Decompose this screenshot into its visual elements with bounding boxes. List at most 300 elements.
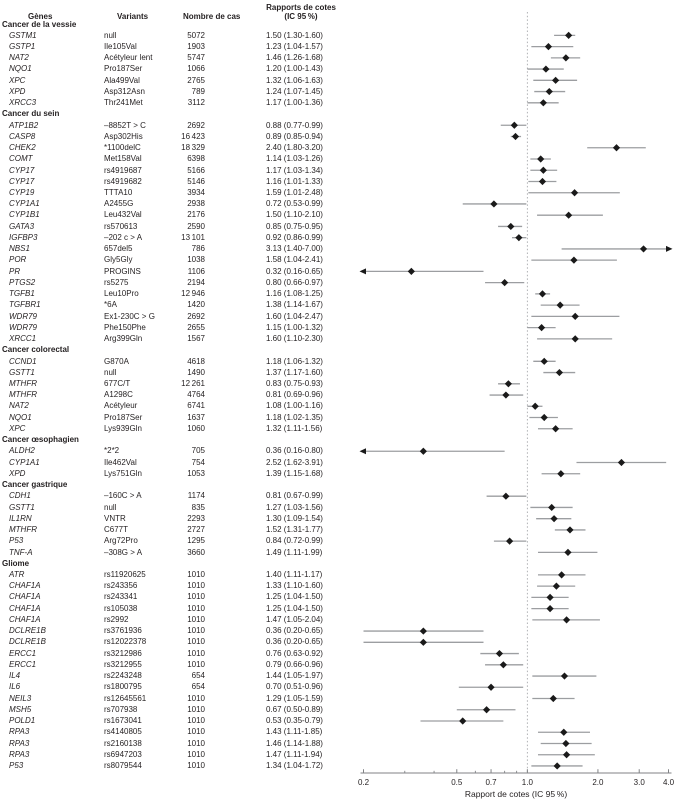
gene-cell: IL1RN bbox=[9, 513, 32, 523]
variant-cell: Lys751Gln bbox=[104, 468, 142, 478]
cases-cell: 654 bbox=[191, 682, 205, 692]
variant-cell: Acétyleur lent bbox=[104, 53, 153, 63]
x-axis-tick-label: 0.7 bbox=[485, 778, 497, 787]
or-cell: 1.52 (1.31-1.77) bbox=[266, 525, 323, 535]
or-cell: 1.18 (1.02-1.35) bbox=[266, 412, 323, 422]
gene-cell: COMT bbox=[9, 154, 33, 164]
variant-cell: rs707938 bbox=[104, 704, 138, 714]
gene-cell: WDR79 bbox=[9, 322, 38, 332]
or-cell: 1.46 (1.26-1.68) bbox=[266, 53, 323, 63]
or-marker-diamond bbox=[408, 268, 415, 275]
gene-cell: ATR bbox=[9, 569, 25, 579]
variant-cell: 677C/T bbox=[104, 379, 131, 388]
or-marker-diamond bbox=[502, 391, 509, 398]
variant-cell: –202 c > A bbox=[104, 232, 143, 242]
cases-cell: 1010 bbox=[187, 637, 205, 647]
gene-cell: POLD1 bbox=[9, 716, 36, 726]
section-header-label: Cancer œsophagien bbox=[2, 435, 79, 445]
or-cell: 0.32 (0.16-0.65) bbox=[266, 266, 323, 276]
or-marker-diamond bbox=[571, 189, 578, 196]
variant-cell: rs243356 bbox=[104, 581, 138, 591]
or-cell: 1.23 (1.04-1.57) bbox=[266, 41, 323, 51]
variant-cell: rs2243248 bbox=[104, 671, 142, 681]
x-axis-tick-label: 4.0 bbox=[662, 778, 675, 787]
column-header-genes: Gènes bbox=[28, 12, 53, 21]
or-marker-diamond bbox=[420, 448, 427, 455]
gene-cell: MSH5 bbox=[9, 704, 32, 714]
variant-cell: VNTR bbox=[104, 513, 126, 523]
or-cell: 1.46 (1.14-1.88) bbox=[266, 738, 323, 748]
or-cell: 1.50 (1.30-1.60) bbox=[266, 30, 323, 40]
gene-cell: XPD bbox=[9, 86, 26, 96]
x-axis-tick-label: 3.0 bbox=[633, 778, 645, 787]
cases-cell: 1567 bbox=[187, 334, 205, 344]
gene-cell: CHEK2 bbox=[9, 143, 36, 153]
variant-cell: rs5275 bbox=[104, 277, 129, 287]
gene-cell: CASP8 bbox=[9, 131, 36, 141]
variant-cell: rs2992 bbox=[104, 614, 129, 624]
or-marker-diamond bbox=[552, 77, 559, 84]
gene-cell: RPA3 bbox=[9, 749, 30, 759]
variant-cell: Leu10Pro bbox=[104, 289, 139, 299]
variant-cell: rs4919687 bbox=[104, 165, 142, 175]
cases-cell: 1010 bbox=[187, 749, 205, 759]
cases-cell: 1010 bbox=[187, 626, 205, 636]
or-marker-diamond bbox=[539, 290, 546, 297]
cases-cell: 2765 bbox=[187, 75, 205, 85]
variant-cell: null bbox=[104, 30, 117, 40]
cases-cell: 5166 bbox=[187, 165, 205, 175]
cases-cell: 754 bbox=[191, 457, 205, 467]
or-marker-diamond bbox=[420, 627, 427, 634]
cases-cell: 2194 bbox=[187, 277, 205, 287]
gene-cell: CYP1B1 bbox=[9, 210, 40, 220]
gene-cell: CYP19 bbox=[9, 188, 35, 198]
cases-cell: 786 bbox=[191, 244, 205, 254]
cases-cell: 1010 bbox=[187, 716, 205, 726]
or-marker-diamond bbox=[558, 571, 565, 578]
or-marker-diamond bbox=[540, 99, 547, 106]
or-marker-diamond bbox=[572, 313, 579, 320]
or-cell: 1.32 (1.11-1.56) bbox=[266, 423, 323, 433]
section-header-label: Cancer gastrique bbox=[2, 480, 68, 490]
or-marker-diamond bbox=[505, 380, 512, 387]
cases-cell: 3934 bbox=[187, 188, 205, 198]
cases-cell: 1060 bbox=[187, 423, 205, 433]
variant-cell: null bbox=[104, 367, 117, 377]
or-cell: 0.53 (0.35-0.79) bbox=[266, 716, 323, 726]
variant-cell: Acétyleur bbox=[104, 401, 138, 411]
cases-cell: 1010 bbox=[187, 614, 205, 624]
variant-cell: Ile105Val bbox=[104, 41, 137, 51]
cases-cell: 5747 bbox=[187, 53, 205, 63]
gene-cell: GSTM1 bbox=[9, 30, 37, 40]
cases-cell: 2692 bbox=[187, 120, 205, 130]
or-cell: 0.92 (0.86-0.99) bbox=[266, 232, 323, 242]
or-cell: 1.38 (1.14-1.67) bbox=[266, 300, 323, 310]
gene-cell: CYP17 bbox=[9, 165, 35, 175]
or-cell: 1.39 (1.15-1.68) bbox=[266, 468, 323, 478]
or-marker-diamond bbox=[546, 605, 553, 612]
or-cell: 0.72 (0.53-0.99) bbox=[266, 199, 323, 209]
variant-cell: *1100delC bbox=[104, 143, 141, 153]
gene-cell: XPC bbox=[9, 423, 26, 433]
or-marker-diamond bbox=[572, 335, 579, 342]
gene-cell: GSTT1 bbox=[9, 502, 35, 512]
variant-cell: Arg72Pro bbox=[104, 536, 138, 546]
or-marker-diamond bbox=[557, 470, 564, 477]
cases-cell: 1066 bbox=[187, 64, 205, 74]
cases-cell: 5072 bbox=[187, 30, 205, 40]
section-header-label: Cancer de la vessie bbox=[2, 19, 77, 29]
gene-cell: CCND1 bbox=[9, 356, 37, 366]
cases-cell: 1490 bbox=[187, 367, 205, 377]
gene-cell: RPA3 bbox=[9, 738, 30, 748]
variant-cell: rs1800795 bbox=[104, 682, 142, 692]
or-cell: 1.14 (1.03-1.26) bbox=[266, 154, 323, 164]
variant-cell: rs243341 bbox=[104, 592, 138, 602]
or-cell: 1.49 (1.11-1.99) bbox=[266, 547, 323, 557]
cases-cell: 2176 bbox=[187, 210, 205, 220]
variant-cell: Ile462Val bbox=[104, 457, 137, 467]
cases-cell: 6741 bbox=[187, 401, 205, 411]
or-marker-diamond bbox=[554, 762, 561, 769]
or-marker-diamond bbox=[515, 234, 522, 241]
variant-cell: 657del5 bbox=[104, 244, 133, 254]
or-marker-diamond bbox=[613, 144, 620, 151]
cases-cell: 705 bbox=[191, 446, 205, 456]
gene-cell: CHAF1A bbox=[9, 614, 41, 624]
cases-cell: 1010 bbox=[187, 592, 205, 602]
or-cell: 1.60 (1.04-2.47) bbox=[266, 311, 323, 321]
gene-cell: WDR79 bbox=[9, 311, 38, 321]
variant-cell: rs11920625 bbox=[104, 569, 146, 579]
gene-cell: ERCC1 bbox=[9, 648, 37, 658]
gene-cell: ERCC1 bbox=[9, 659, 37, 669]
gene-cell: CDH1 bbox=[9, 491, 31, 501]
gene-cell: NQO1 bbox=[9, 64, 32, 74]
or-cell: 1.08 (1.00-1.16) bbox=[266, 401, 323, 411]
or-marker-diamond bbox=[532, 403, 539, 410]
variant-cell: –8852T > C bbox=[104, 120, 146, 130]
gene-cell: DCLRE1B bbox=[9, 637, 46, 647]
variant-cell: Ex1-230C > G bbox=[104, 311, 155, 321]
variant-cell: C677T bbox=[104, 525, 129, 535]
cases-cell: 1010 bbox=[187, 727, 205, 737]
or-cell: 0.67 (0.50-0.89) bbox=[266, 704, 323, 714]
cases-cell: 1010 bbox=[187, 648, 205, 658]
x-axis-tick-label: 0.2 bbox=[357, 778, 370, 787]
column-header-cases: Nombre de cas bbox=[183, 12, 241, 21]
or-cell: 0.83 (0.75-0.93) bbox=[266, 379, 323, 388]
x-axis-tick-label: 0.5 bbox=[451, 778, 463, 787]
gene-cell: TGFBR1 bbox=[9, 300, 41, 310]
or-cell: 1.47 (1.11-1.94) bbox=[266, 749, 323, 759]
or-cell: 1.30 (1.09-1.54) bbox=[266, 513, 323, 523]
section-header-label: Cancer du sein bbox=[2, 109, 60, 119]
variant-cell: Gly5Gly bbox=[104, 255, 133, 265]
cases-cell: 4618 bbox=[187, 356, 205, 366]
x-axis-tick-label: 1.0 bbox=[521, 778, 533, 787]
cases-cell: 2590 bbox=[187, 221, 205, 231]
or-cell: 1.33 (1.10-1.60) bbox=[266, 581, 323, 591]
gene-cell: DCLRE1B bbox=[9, 626, 46, 636]
or-marker-diamond bbox=[548, 504, 555, 511]
variant-cell: G870A bbox=[104, 356, 129, 366]
variant-cell: A2455G bbox=[104, 199, 134, 209]
cases-cell: 1420 bbox=[187, 300, 205, 310]
or-cell: 1.37 (1.17-1.60) bbox=[266, 367, 323, 377]
cases-cell: 3660 bbox=[187, 547, 205, 557]
gene-cell: XPC bbox=[9, 75, 26, 85]
variant-cell: rs1673041 bbox=[104, 716, 142, 726]
or-marker-diamond bbox=[562, 740, 569, 747]
ci-clip-arrow-left bbox=[360, 448, 367, 454]
or-cell: 1.17 (1.00-1.36) bbox=[266, 98, 323, 108]
or-marker-diamond bbox=[550, 695, 557, 702]
gene-cell: P53 bbox=[9, 536, 24, 546]
or-cell: 1.29 (1.05-1.59) bbox=[266, 693, 323, 703]
or-cell: 0.88 (0.77-0.99) bbox=[266, 120, 323, 130]
or-cell: 0.36 (0.20-0.65) bbox=[266, 626, 323, 636]
variant-cell: rs3212986 bbox=[104, 648, 142, 658]
or-cell: 1.58 (1.04-2.41) bbox=[266, 255, 323, 265]
variant-cell: TTTA10 bbox=[104, 188, 133, 198]
cases-cell: 1295 bbox=[187, 536, 205, 546]
or-cell: 0.70 (0.51-0.96) bbox=[266, 682, 323, 692]
cases-cell: 12 946 bbox=[181, 289, 205, 299]
or-marker-diamond bbox=[565, 32, 572, 39]
gene-cell: IGFBP3 bbox=[9, 232, 38, 242]
cases-cell: 1038 bbox=[187, 255, 205, 265]
or-marker-diamond bbox=[560, 729, 567, 736]
or-marker-diamond bbox=[511, 122, 518, 129]
variant-cell: rs105038 bbox=[104, 603, 138, 613]
gene-cell: ALDH2 bbox=[9, 446, 35, 456]
cases-cell: 1010 bbox=[187, 659, 205, 669]
gene-cell: NAT2 bbox=[9, 401, 29, 411]
gene-cell: CYP17 bbox=[9, 176, 35, 186]
gene-cell: POR bbox=[9, 255, 27, 265]
or-cell: 1.50 (1.10-2.10) bbox=[266, 210, 323, 220]
variant-cell: –160C > A bbox=[104, 491, 142, 501]
cases-cell: 2938 bbox=[187, 199, 205, 209]
or-marker-diamond bbox=[561, 672, 568, 679]
or-marker-diamond bbox=[550, 515, 557, 522]
gene-cell: CYP1A1 bbox=[9, 199, 40, 209]
or-marker-diamond bbox=[565, 212, 572, 219]
or-marker-diamond bbox=[545, 43, 552, 50]
variant-cell: rs12022378 bbox=[104, 637, 147, 647]
or-cell: 0.36 (0.20-0.65) bbox=[266, 637, 323, 647]
cases-cell: 2293 bbox=[187, 513, 205, 523]
gene-cell: RPA3 bbox=[9, 727, 30, 737]
x-axis-label: Rapport de cotes (IC 95 %) bbox=[464, 789, 568, 799]
variant-cell: Phe150Phe bbox=[104, 322, 146, 332]
or-marker-diamond bbox=[496, 650, 503, 657]
variant-cell: rs2160138 bbox=[104, 738, 142, 748]
or-cell: 0.76 (0.63-0.92) bbox=[266, 648, 323, 658]
or-marker-diamond bbox=[570, 257, 577, 264]
or-marker-diamond bbox=[459, 717, 466, 724]
cases-cell: 2692 bbox=[187, 311, 205, 321]
or-cell: 1.24 (1.07-1.45) bbox=[266, 86, 323, 96]
cases-cell: 654 bbox=[191, 671, 205, 681]
or-marker-diamond bbox=[564, 549, 571, 556]
or-marker-diamond bbox=[563, 751, 570, 758]
gene-cell: P53 bbox=[9, 760, 24, 770]
gene-cell: MTHFR bbox=[9, 390, 37, 400]
or-marker-diamond bbox=[542, 65, 549, 72]
variant-cell: *6A bbox=[104, 300, 117, 310]
or-cell: 3.13 (1.40-7.00) bbox=[266, 244, 323, 254]
gene-cell: ATP1B2 bbox=[9, 120, 39, 130]
gene-cell: PTGS2 bbox=[9, 277, 36, 287]
cases-cell: 1010 bbox=[187, 569, 205, 579]
column-header-odds-ratio-line1: Rapports de cotes bbox=[266, 3, 336, 12]
gene-cell: GATA3 bbox=[9, 221, 35, 231]
cases-cell: 5146 bbox=[187, 176, 205, 186]
cases-cell: 12 261 bbox=[181, 379, 205, 388]
or-cell: 1.34 (1.04-1.72) bbox=[266, 760, 323, 770]
gene-cell: NQO1 bbox=[9, 412, 32, 422]
or-marker-diamond bbox=[502, 493, 509, 500]
or-cell: 1.25 (1.04-1.50) bbox=[266, 592, 323, 602]
variant-cell: Asp302His bbox=[104, 131, 143, 141]
variant-cell: Thr241Met bbox=[104, 98, 143, 108]
gene-cell: MTHFR bbox=[9, 379, 37, 388]
or-cell: 1.32 (1.06-1.63) bbox=[266, 75, 323, 85]
variant-cell: Ala499Val bbox=[104, 75, 140, 85]
variant-cell: Leu432Val bbox=[104, 210, 142, 220]
variant-cell: rs6947203 bbox=[104, 749, 142, 759]
or-cell: 2.52 (1.62-3.91) bbox=[266, 457, 323, 467]
variant-cell: Met158Val bbox=[104, 154, 142, 164]
gene-cell: NEIL3 bbox=[9, 693, 32, 703]
or-cell: 1.43 (1.11-1.85) bbox=[266, 727, 323, 737]
variant-cell: rs3212955 bbox=[104, 659, 142, 669]
variant-cell: PROGINS bbox=[104, 266, 141, 276]
or-cell: 2.40 (1.80-3.20) bbox=[266, 143, 323, 153]
or-marker-diamond bbox=[537, 155, 544, 162]
cases-cell: 1010 bbox=[187, 581, 205, 591]
column-header-variants: Variants bbox=[117, 12, 149, 21]
section-header-label: Cancer colorectal bbox=[2, 345, 70, 355]
or-cell: 0.84 (0.72-0.99) bbox=[266, 536, 323, 546]
gene-cell: GSTP1 bbox=[9, 41, 36, 51]
gene-cell: XRCC3 bbox=[9, 98, 37, 108]
section-header-label: Gliome bbox=[2, 558, 30, 568]
or-cell: 1.60 (1.10-2.30) bbox=[266, 334, 323, 344]
gene-cell: XPD bbox=[9, 468, 26, 478]
cases-cell: 2727 bbox=[187, 525, 205, 535]
gene-cell: NAT2 bbox=[9, 53, 29, 63]
or-cell: 1.16 (1.08-1.25) bbox=[266, 289, 323, 299]
gene-cell: CHAF1A bbox=[9, 603, 41, 613]
or-cell: 1.25 (1.04-1.50) bbox=[266, 603, 323, 613]
or-cell: 1.16 (1.01-1.33) bbox=[266, 176, 323, 186]
cases-cell: 1010 bbox=[187, 760, 205, 770]
cases-cell: 1637 bbox=[187, 412, 205, 422]
or-cell: 0.79 (0.66-0.96) bbox=[266, 659, 323, 669]
variant-cell: Pro187Ser bbox=[104, 412, 143, 422]
cases-cell: 1010 bbox=[187, 738, 205, 748]
cases-cell: 1010 bbox=[187, 693, 205, 703]
or-marker-diamond bbox=[506, 538, 513, 545]
or-cell: 0.81 (0.67-0.99) bbox=[266, 491, 323, 501]
or-cell: 1.59 (1.01-2.48) bbox=[266, 188, 323, 198]
or-cell: 1.17 (1.03-1.34) bbox=[266, 165, 323, 175]
or-marker-diamond bbox=[507, 223, 514, 230]
or-marker-diamond bbox=[556, 369, 563, 376]
cases-cell: 1010 bbox=[187, 603, 205, 613]
variant-cell: *2*2 bbox=[104, 446, 120, 456]
or-cell: 1.20 (1.00-1.43) bbox=[266, 64, 323, 74]
or-marker-diamond bbox=[490, 200, 497, 207]
or-marker-diamond bbox=[540, 167, 547, 174]
variant-cell: rs4919682 bbox=[104, 176, 142, 186]
variant-cell: Arg399Gln bbox=[104, 334, 143, 344]
or-marker-diamond bbox=[618, 459, 625, 466]
gene-cell: IL4 bbox=[9, 671, 21, 681]
or-cell: 0.85 (0.75-0.95) bbox=[266, 221, 323, 231]
or-cell: 0.36 (0.16-0.80) bbox=[266, 446, 323, 456]
gene-cell: CYP1A1 bbox=[9, 457, 40, 467]
gene-cell: CHAF1A bbox=[9, 592, 41, 602]
variant-cell: A1298C bbox=[104, 390, 133, 400]
or-cell: 1.40 (1.11-1.17) bbox=[266, 569, 323, 579]
cases-cell: 3112 bbox=[187, 98, 205, 108]
cases-cell: 1053 bbox=[187, 468, 205, 478]
variant-cell: rs570613 bbox=[104, 221, 138, 231]
or-cell: 0.81 (0.69-0.96) bbox=[266, 390, 323, 400]
gene-cell: MTHFR bbox=[9, 525, 37, 535]
cases-cell: 789 bbox=[191, 86, 205, 96]
column-header-odds-ratio-line2: (IC 95 %) bbox=[284, 12, 318, 21]
variant-cell: –308G > A bbox=[104, 547, 143, 557]
or-marker-diamond bbox=[546, 594, 553, 601]
or-marker-diamond bbox=[563, 616, 570, 623]
or-marker-diamond bbox=[546, 88, 553, 95]
or-cell: 1.27 (1.03-1.56) bbox=[266, 502, 323, 512]
variant-cell: Lys939Gln bbox=[104, 423, 142, 433]
cases-cell: 1010 bbox=[187, 704, 205, 714]
or-marker-diamond bbox=[500, 661, 507, 668]
variant-cell: rs4140805 bbox=[104, 727, 142, 737]
or-marker-diamond bbox=[553, 583, 560, 590]
gene-cell: TNF-A bbox=[9, 547, 33, 557]
or-marker-diamond bbox=[512, 133, 519, 140]
or-marker-diamond bbox=[566, 526, 573, 533]
or-cell: 1.18 (1.06-1.32) bbox=[266, 356, 323, 366]
or-marker-diamond bbox=[640, 245, 647, 252]
or-cell: 1.47 (1.05-2.04) bbox=[266, 614, 323, 624]
gene-cell: XRCC1 bbox=[9, 334, 37, 344]
or-marker-diamond bbox=[501, 279, 508, 286]
gene-cell: TGFB1 bbox=[9, 289, 35, 299]
gene-cell: NBS1 bbox=[9, 244, 30, 254]
x-axis-tick-label: 2.0 bbox=[592, 778, 604, 787]
or-marker-diamond bbox=[483, 706, 490, 713]
variant-cell: rs12645561 bbox=[104, 693, 147, 703]
or-cell: 1.44 (1.05-1.97) bbox=[266, 671, 323, 681]
cases-cell: 4764 bbox=[187, 390, 205, 400]
cases-cell: 6398 bbox=[187, 154, 205, 164]
cases-cell: 1174 bbox=[187, 491, 205, 501]
cases-cell: 1106 bbox=[187, 266, 205, 276]
variant-cell: rs8079544 bbox=[104, 760, 142, 770]
variant-cell: null bbox=[104, 502, 117, 512]
